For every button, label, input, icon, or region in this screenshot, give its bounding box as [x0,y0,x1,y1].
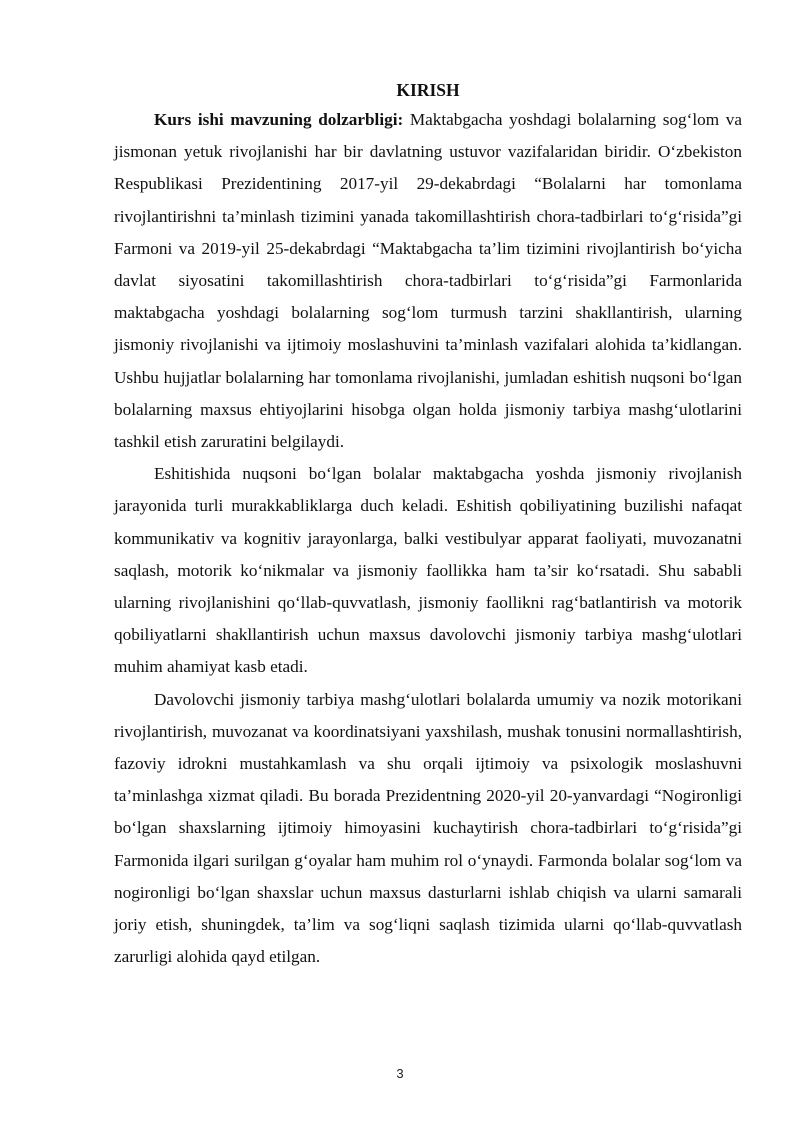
page-number: 3 [396,1066,404,1081]
paragraph-therapeutic-exercise [114,684,742,974]
paragraph-lead: Kurs ishi mavzuning dolzarbligi: [154,110,404,129]
paragraph-text: Eshitishida nuqsoni bo‘lgan bolalar maktabgacha yoshda jismoniy rivojlanish jarayonida turli murakkabliklarga duch keladi. Eshitish qobiliyatining buzilishi nafaqat kommunikativ va kognitiv jarayonlarga, balki vestibulyar apparat faoliyati, muvozanatni saqlash, motorik ko‘nikmalar va jismoniy faollikka ham ta’sir ko‘rsatadi. Shu sababli ularning rivojlanishini qo‘llab-quvvatlash, jismoniy faollikni rag‘batlantirish va motorik qobiliyatlarni shakllantirish uchun maxsus davolovchi jismoniy tarbiya mashg‘ulotlari muhim ahamiyat kasb etadi. [114,464,742,677]
paragraph-hearing-impairment [114,458,742,683]
paragraph-text: Maktabgacha yoshdagi bolalarning sog‘lom va jismonan yetuk rivojlanishi har bir davlatning ustuvor vazifalaridan biridir. O‘zbekiston Respublikasi Prezidentining 2017-yil 29-dekabrdagi “Bolalarni har tomonlama rivojlantirishni ta’minlash tizimini yanada takomillashtirish chora-tadbirlari to‘g‘risida”gi Farmoni va 2019-yil 25-dekabrdagi “Maktabgacha ta’lim tizimini rivojlantirish bo‘yicha davlat siyosatini takomillashtirish chora-tadbirlari to‘g‘risida”gi Farmonlarida maktabgacha yoshdagi bolalarning sog‘lom turmush tarzini shakllantirish, ularning jismoniy rivojlanishi va ijtimoiy moslashuvini ta’minlash vazifalari alohida ta’kidlangan. Ushbu hujjatlar bolalarning har tomonlama rivojlanishi, jumladan eshitish nuqsoni bo‘lgan bolalarning maxsus ehtiyojlarini hisobga olgan holda jismoniy tarbiya mashg‘ulotlarini tashkil etish zaruratini belgilaydi. [114,110,742,452]
section-heading: KIRISH [396,80,460,100]
page-body [114,76,742,973]
paragraph-text: Davolovchi jismoniy tarbiya mashg‘ulotlari bolalarda umumiy va nozik motorikani rivojlantirish, muvozanat va koordinatsiyani yaxshilash, mushak tonusini normallashtirish, fazoviy idrokni mustahkamlash va shu orqali ijtimoiy va psixologik moslashuvni ta’minlashga xizmat qiladi. Bu borada Prezidentning 2020-yil 20-yanvardagi “Nogironligi bo‘lgan shaxslarning ijtimoiy himoyasini kuchaytirish chora-tadbirlari to‘g‘risida”gi Farmonida ilgari surilgan g‘oyalar ham muhim rol o‘ynaydi. Farmonda bolalar sog‘lom va nogironligi bo‘lgan shaxslar uchun maxsus dasturlarni ishlab chiqish va ularni samarali joriy etish, shuningdek, ta’lim va sog‘liqni saqlash tizimida ularni qo‘llab-quvvatlash zarurligi alohida qayd etilgan. [114,689,742,967]
paragraph-relevance [114,104,742,458]
